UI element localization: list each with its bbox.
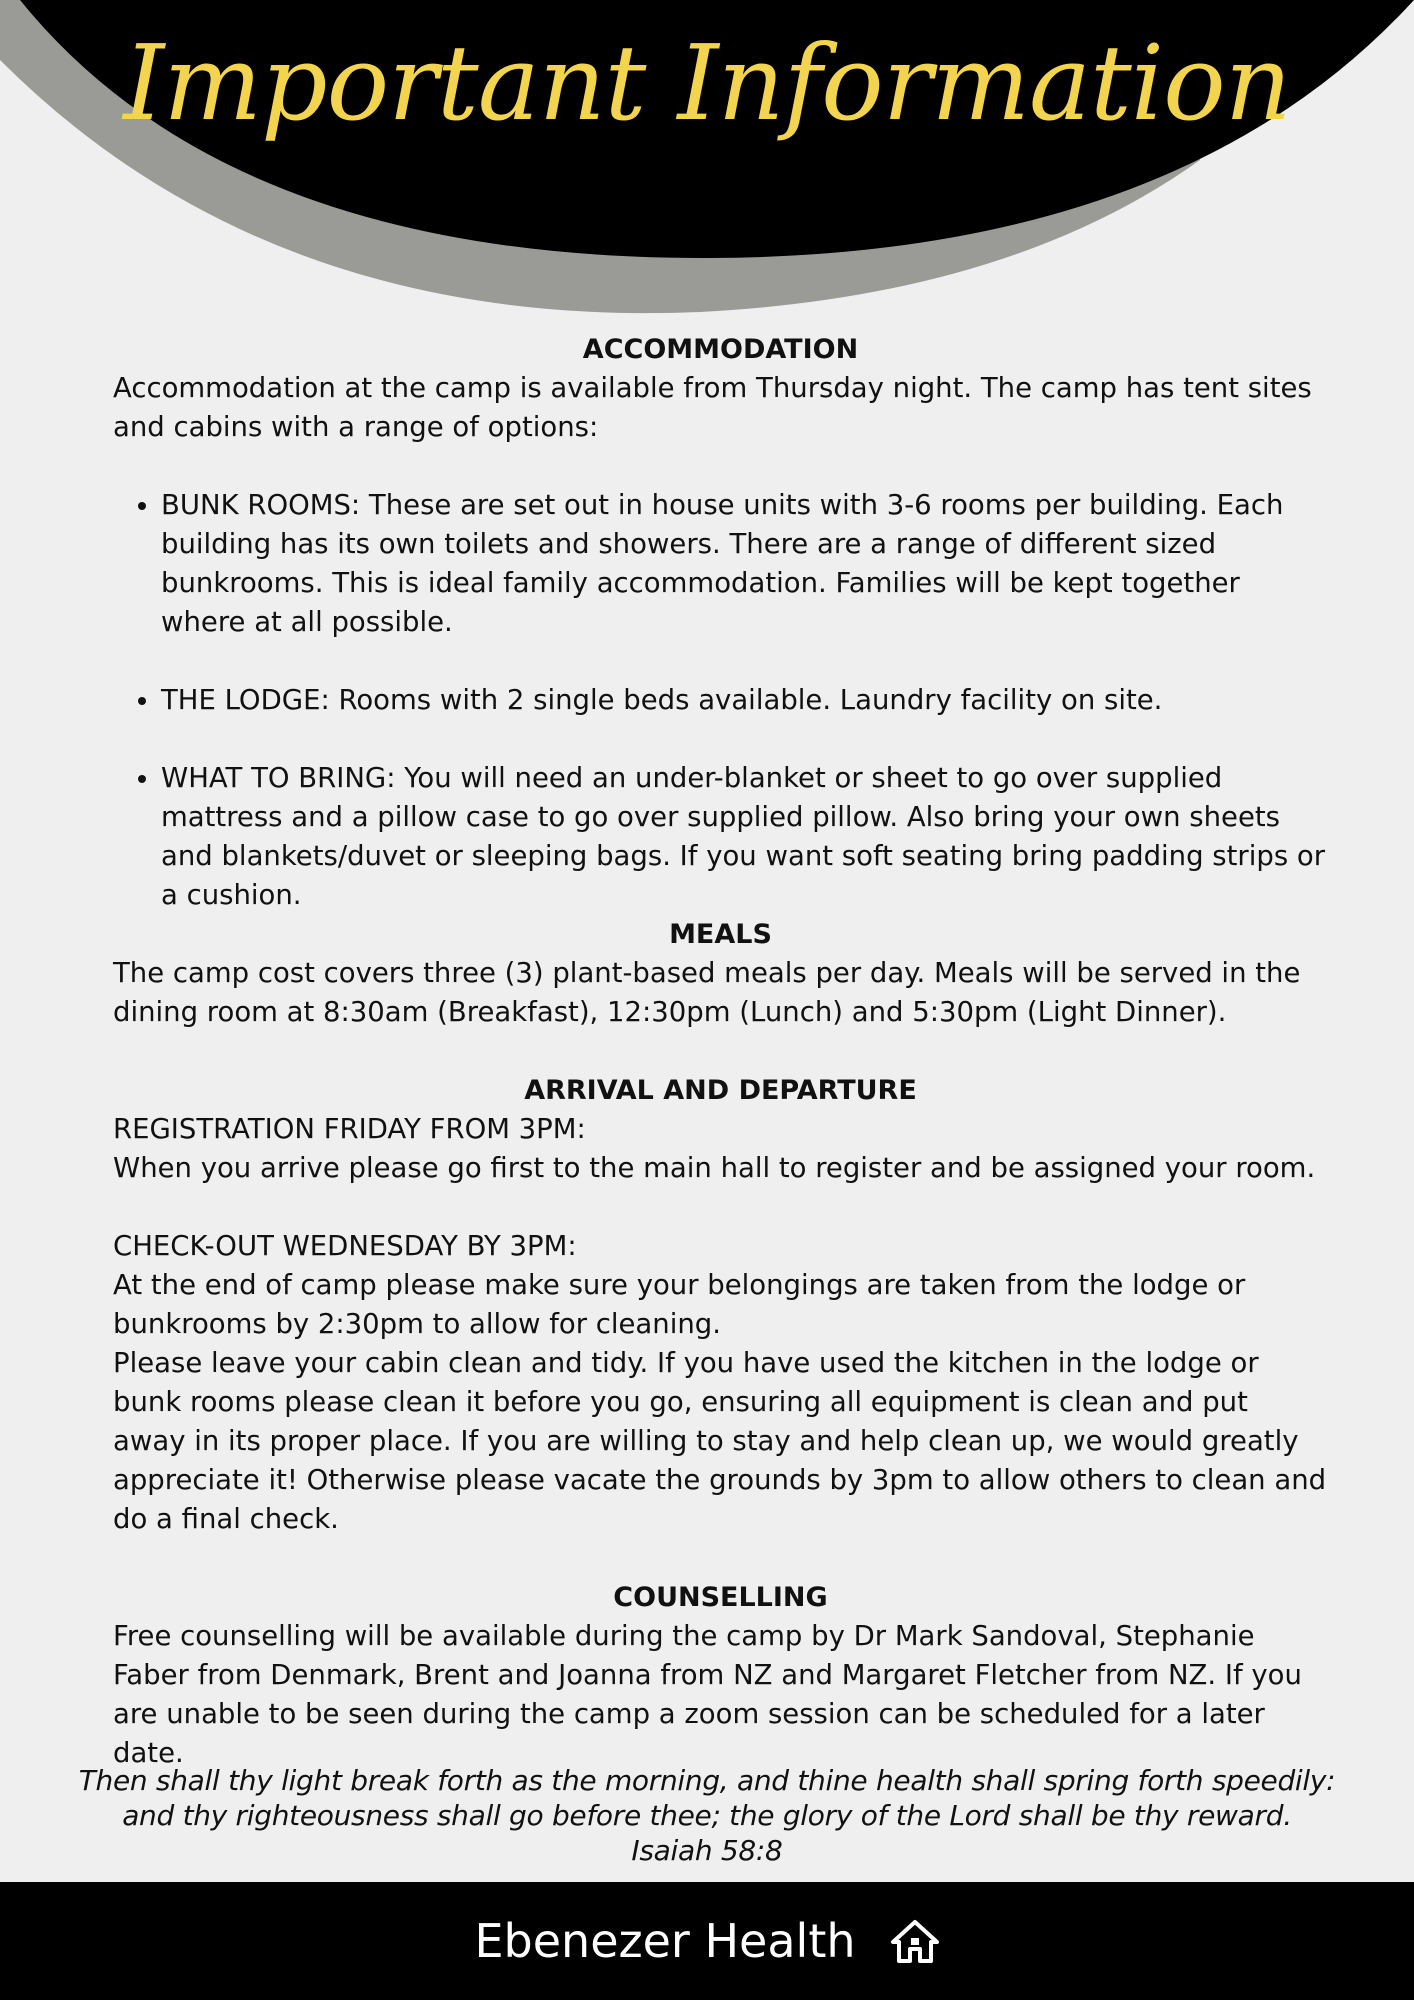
- registration-label: REGISTRATION FRIDAY FROM 3PM:: [113, 1113, 586, 1145]
- meals-heading: MEALS: [669, 919, 772, 950]
- counselling-section: [113, 1578, 1328, 1773]
- list-item: • THE LODGE: Rooms with 2 single beds available. Laundry facility on site.: [161, 681, 1328, 720]
- verse-line-1: Then shall thy light break forth as the morning, and thine health shall spring forth speedily:: [78, 1764, 1336, 1797]
- bible-verse: [0, 1763, 1414, 1868]
- home-icon: [890, 1916, 940, 1966]
- accommodation-list: [113, 486, 1328, 915]
- list-item: • WHAT TO BRING: You will need an under-blanket or sheet to go over supplied mattress and a pillow case to go over supplied pillow. Also bring your own sheets and blankets/duvet or sleeping bags. If you want soft seating bring padding strips or a cushion.: [161, 759, 1328, 915]
- checkout-body: At the end of camp please make sure your belongings are taken from the lodge or bunkrooms by 2:30pm to allow for cleaning.: [113, 1269, 1246, 1340]
- page-title: Important Information: [123, 22, 1291, 144]
- header-banner: [0, 0, 1414, 320]
- verse-reference: Isaiah 58:8: [631, 1834, 783, 1867]
- main-content: [113, 330, 1328, 1773]
- registration-body: When you arrive please go first to the main hall to register and be assigned your room.: [113, 1152, 1316, 1184]
- checkout-label: CHECK-OUT WEDNESDAY BY 3PM:: [113, 1230, 577, 1262]
- counselling-heading: COUNSELLING: [613, 1582, 828, 1613]
- accommodation-section: [113, 330, 1328, 915]
- arrival-section: [113, 1071, 1328, 1539]
- verse-line-2: and thy righteousness shall go before thee; the glory of the Lord shall be thy reward.: [122, 1799, 1292, 1832]
- meals-section: [113, 915, 1328, 1032]
- counselling-body: Free counselling will be available during the camp by Dr Mark Sandoval, Stephanie Faber from Denmark, Brent and Joanna from NZ and Margaret Fletcher from NZ. If you are unable to be seen during the camp a zoom session can be scheduled for a later date.: [113, 1620, 1302, 1769]
- accommodation-heading: ACCOMMODATION: [582, 334, 859, 365]
- footer-brand: Ebenezer Health: [474, 1914, 856, 1968]
- checkout-instructions: Please leave your cabin clean and tidy. If you have used the kitchen in the lodge or bunk rooms please clean it before you go, ensuring all equipment is clean and put away in its proper place. If you are willing to stay and help clean up, we would greatly appreciate it! Otherwise please vacate the grounds by 3pm to allow others to clean and do a final check.: [113, 1347, 1327, 1535]
- accommodation-intro: Accommodation at the camp is available from Thursday night. The camp has tent sites and cabins with a range of options:: [113, 372, 1312, 443]
- arrival-heading: ARRIVAL AND DEPARTURE: [524, 1075, 917, 1106]
- meals-body: The camp cost covers three (3) plant-based meals per day. Meals will be served in the dining room at 8:30am (Breakfast), 12:30pm (Lunch) and 5:30pm (Light Dinner).: [113, 957, 1301, 1028]
- footer-bar: [0, 1882, 1414, 2000]
- list-item: • BUNK ROOMS: These are set out in house units with 3-6 rooms per building. Each building has its own toilets and showers. There are a range of different sized bunkrooms. This is ideal family accommodation. Families will be kept together where at all possible.: [161, 486, 1328, 642]
